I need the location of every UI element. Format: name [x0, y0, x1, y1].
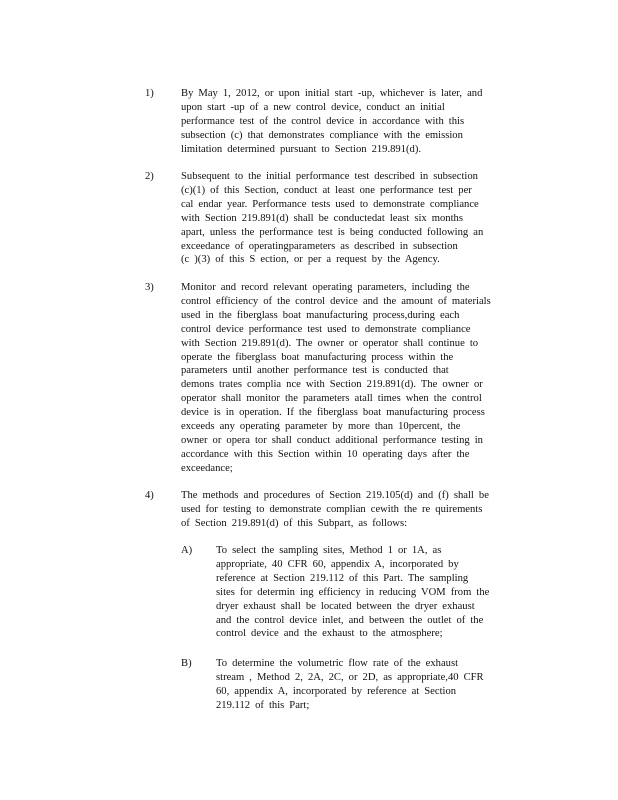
text-line: with Section 219.891(d) shall be conductedat least six months — [181, 212, 463, 224]
text-line: To determine the volumetric flow rate of the exhaust — [216, 658, 459, 669]
sub-item-number: B) — [181, 658, 192, 669]
text-line: sites for determin ing efficiency in reducing VOM from the — [216, 586, 490, 598]
text-line: The methods and procedures of Section 219.105(d) and (f) shall be — [181, 490, 489, 501]
text-line: stream , Method 2, 2A, 2C, or 2D, as appropriate,40 CFR — [216, 671, 484, 683]
text-line: of Section 219.891(d) of this Subpart, as follows: — [181, 517, 408, 529]
text-line: control efficiency of the control device and the amount of materials — [181, 295, 491, 307]
text-line: parameters until another performance test is conducted that — [181, 365, 449, 377]
text-line: exceedance; — [181, 462, 233, 474]
text-line: To select the sampling sites, Method 1 or 1A, as — [216, 545, 442, 556]
text-line: subsection (c) that demonstrates compliance with the emission — [181, 129, 463, 141]
text-line: used for testing to demonstrate complian cewith the re quirements — [181, 503, 483, 515]
text-line: reference at Section 219.112 of this Part. The sampling — [216, 572, 469, 584]
text-line: Subsequent to the initial performance test described in subsection — [181, 171, 478, 182]
text-line: 219.112 of this Part; — [216, 699, 310, 711]
text-line: operate the fiberglass boat manufacturing process within the — [181, 351, 454, 363]
text-line: (c)(1) of this Section, conduct at least one performance test per — [181, 184, 472, 196]
text-line: device is in operation. If the fiberglass boat manufacturing process — [181, 407, 485, 419]
text-line: apart, unless the performance test is being conducted following an — [181, 226, 484, 238]
item-text — [181, 281, 491, 476]
item-number: 1) — [145, 88, 154, 99]
text-line: with Section 219.891(d). The owner or operator shall continue to — [181, 337, 479, 349]
text-line: By May 1, 2012, or upon initial start -up, whichever is later, and — [181, 88, 483, 99]
text-line: upon start -up of a new control device, conduct an initial — [181, 101, 445, 113]
text-line: used in the fiberglass boat manufacturing process,during each — [181, 309, 460, 321]
text-line: accordance with this Section within 10 operating days after the — [181, 448, 470, 460]
item-number: 3) — [145, 282, 154, 293]
text-line: and the control device inlet, and between the outlet of the — [216, 614, 484, 626]
text-line: appropriate, 40 CFR 60, appendix A, incorporated by — [216, 558, 459, 570]
text-line: exceeds any operating parameter by more than 10percent, the — [181, 421, 461, 433]
text-line: (c )(3) of this S ection, or per a request by the Agency. — [181, 254, 440, 266]
text-line: owner or opera tor shall conduct additional performance testing in — [181, 434, 483, 446]
item-number: 4) — [145, 490, 154, 501]
text-line: cal endar year. Performance tests used to demonstrate compliance — [181, 198, 479, 210]
text-line: control device performance test used to demonstrate compliance — [181, 323, 471, 335]
text-line: operator shall monitor the parameters atall times when the control — [181, 393, 482, 405]
text-line: control device and the exhaust to the atmosphere; — [216, 628, 443, 640]
item-text — [181, 170, 483, 267]
sub-item-number: A) — [181, 545, 193, 556]
sub-item-text — [216, 657, 484, 713]
item-number: 2) — [145, 171, 154, 182]
text-line: dryer exhaust shall be located between the dryer exhaust — [216, 600, 475, 612]
item-text — [181, 489, 489, 531]
text-line: limitation determined pursuant to Section 219.891(d). — [181, 143, 422, 155]
text-line: Monitor and record relevant operating parameters, including the — [181, 282, 470, 293]
text-line: demons trates complia nce with Section 219.891(d). The owner or — [181, 379, 483, 391]
text-line: 60, appendix A, incorporated by reference at Section — [216, 685, 457, 697]
item-text — [181, 87, 482, 157]
text-line: exceedance of operatingparameters as described in subsection — [181, 240, 458, 252]
text-line: performance test of the control device in accordance with this — [181, 115, 465, 127]
sub-item-text — [216, 544, 489, 641]
